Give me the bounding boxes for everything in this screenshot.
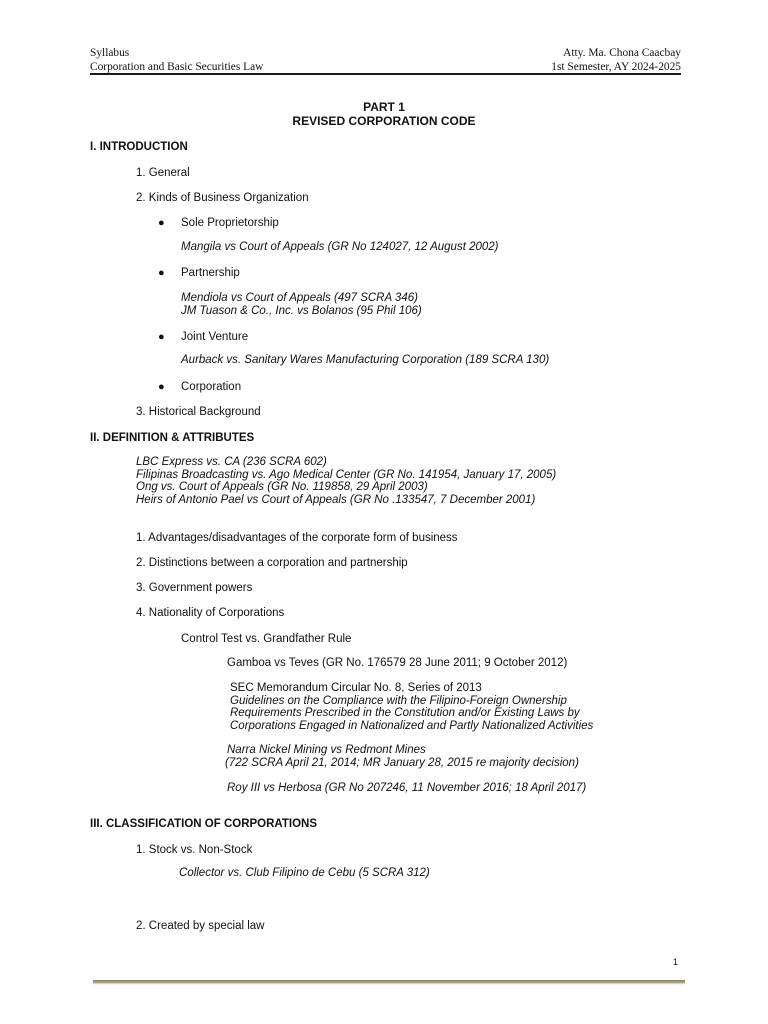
- case-citation: Heirs of Antonio Pael vs Court of Appeals (GR No .133547, 7 December 2001): [136, 494, 536, 506]
- footer-rule: [93, 980, 685, 983]
- header-rule: [90, 73, 681, 75]
- list-item-special-law: 2. Created by special law: [136, 920, 265, 932]
- case-citation: Gamboa vs Teves (GR No. 176579 28 June 2011; 9 October 2012): [227, 657, 568, 669]
- bullet-icon: ●: [158, 381, 165, 393]
- case-citation: Mangila vs Court of Appeals (GR No 124027, 12 August 2002): [181, 241, 499, 253]
- list-item-nationality: 4. Nationality of Corporations: [136, 607, 285, 619]
- case-citation: LBC Express vs. CA (236 SCRA 602): [136, 456, 327, 468]
- case-citation: Narra Nickel Mining vs Redmont Mines: [227, 744, 426, 756]
- header-instructor: Atty. Ma. Chona Caacbay: [563, 47, 681, 59]
- list-item-general: 1. General: [136, 167, 190, 179]
- list-item-distinctions: 2. Distinctions between a corporation and partnership: [136, 557, 408, 569]
- bullet-icon: ●: [158, 217, 165, 229]
- section-heading-introduction: I. INTRODUCTION: [90, 141, 188, 153]
- bullet-joint-venture: Joint Venture: [181, 331, 249, 343]
- header-semester: 1st Semester, AY 2024-2025: [551, 61, 681, 73]
- list-item-government-powers: 3. Government powers: [136, 582, 253, 594]
- case-citation: Roy III vs Herbosa (GR No 207246, 11 November 2016; 18 April 2017): [227, 782, 587, 794]
- section-heading-definition: II. DEFINITION & ATTRIBUTES: [90, 432, 255, 444]
- case-citation: Filipinas Broadcasting vs. Ago Medical Center (GR No. 141954, January 17, 2005): [136, 469, 557, 481]
- part-title: PART 1: [363, 100, 405, 114]
- list-item-advantages: 1. Advantages/disadvantages of the corporate form of business: [136, 532, 458, 544]
- header-course-title: Corporation and Basic Securities Law: [90, 61, 264, 73]
- sec-circular-description: Corporations Engaged in Nationalized and Partly Nationalized Activities: [230, 720, 594, 732]
- case-citation: Aurback vs. Sanitary Wares Manufacturing Corporation (189 SCRA 130): [181, 354, 550, 366]
- header-syllabus: Syllabus: [90, 47, 130, 59]
- case-citation: (722 SCRA April 21, 2014; MR January 28, 2015 re majority decision): [225, 757, 579, 769]
- page-number: 1: [672, 957, 678, 967]
- sec-circular-description: Guidelines on the Compliance with the Filipino-Foreign Ownership: [230, 695, 567, 707]
- bullet-sole-proprietorship: Sole Proprietorship: [181, 217, 279, 229]
- list-item-historical-background: 3. Historical Background: [136, 406, 261, 418]
- bullet-icon: ●: [158, 331, 165, 343]
- sec-circular-description: Requirements Prescribed in the Constitution and/or Existing Laws by: [230, 707, 580, 719]
- bullet-corporation: Corporation: [181, 381, 242, 393]
- case-citation: Mendiola vs Court of Appeals (497 SCRA 346): [181, 292, 418, 304]
- sub-heading-control-test: Control Test vs. Grandfather Rule: [181, 633, 352, 645]
- sec-circular-title: SEC Memorandum Circular No. 8, Series of 2013: [230, 682, 482, 694]
- list-item-kinds-of-business: 2. Kinds of Business Organization: [136, 192, 309, 204]
- document-title: REVISED CORPORATION CODE: [292, 114, 476, 128]
- case-citation: JM Tuason & Co., Inc. vs Bolanos (95 Phil 106): [181, 305, 422, 317]
- section-heading-classification: III. CLASSIFICATION OF CORPORATIONS: [90, 818, 318, 830]
- bullet-partnership: Partnership: [181, 267, 240, 279]
- list-item-stock-non-stock: 1. Stock vs. Non-Stock: [136, 844, 253, 856]
- case-citation: Collector vs. Club Filipino de Cebu (5 SCRA 312): [179, 867, 430, 879]
- bullet-icon: ●: [158, 267, 165, 279]
- case-citation: Ong vs. Court of Appeals (GR No. 119858, 29 April 2003): [136, 481, 428, 493]
